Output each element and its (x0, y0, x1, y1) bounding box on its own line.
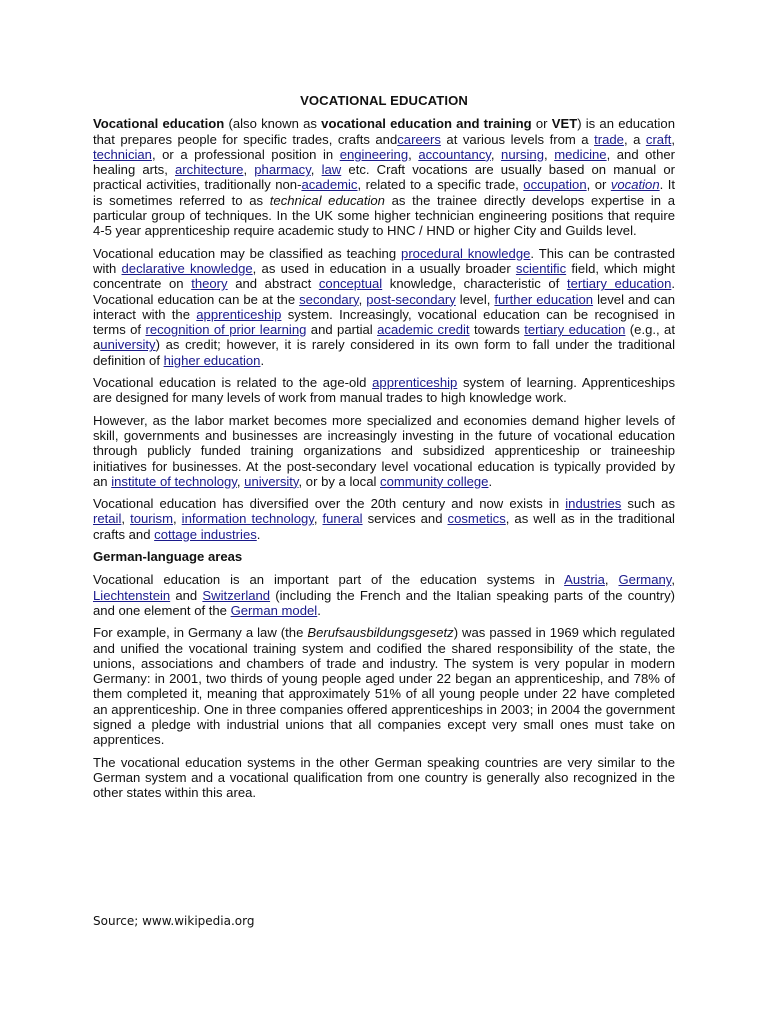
text-run: . (256, 526, 261, 542)
text-run: . It is sometimes referred to as (93, 177, 676, 208)
text-run: Vocational education may be classified as teaching (93, 245, 402, 261)
italic-text: technical education (269, 192, 385, 208)
text-run: , (671, 572, 675, 588)
link-craft[interactable]: craft (645, 131, 672, 147)
link-cottage-industries[interactable]: cottage industries (154, 526, 257, 542)
text-run: . Vocational education can be at the (93, 276, 675, 307)
text-run: , (236, 473, 245, 489)
link-architecture[interactable]: architecture (175, 162, 244, 178)
document-page (93, 93, 675, 807)
text-run: . (317, 602, 321, 618)
text-run: field, which might concentrate on (93, 260, 675, 292)
link-tertiary-education[interactable]: tertiary education (566, 276, 672, 292)
paragraph-intro (93, 116, 675, 238)
text-run: , or (586, 177, 611, 193)
text-run: towards (469, 322, 525, 338)
link-careers[interactable]: careers (397, 131, 441, 147)
link-academic-credit[interactable]: academic credit (377, 322, 470, 338)
text-run: , (310, 162, 322, 178)
text-run: , and other healing arts, (93, 146, 675, 178)
link-tourism[interactable]: tourism (130, 511, 173, 527)
text-run: or (531, 116, 552, 132)
link-retail[interactable]: retail (93, 511, 122, 527)
text-run: , or by a local (298, 473, 381, 489)
text-run: , (490, 146, 502, 162)
italic-text: Berufsausbildungsgesetz (307, 625, 454, 641)
link-university[interactable]: university (244, 473, 299, 489)
link-apprenticeship[interactable]: apprenticeship (196, 306, 282, 322)
text-run: , as well as in the traditional crafts and (93, 511, 675, 542)
paragraph-german-areas (93, 572, 675, 618)
text-run: (e.g., at a (93, 322, 675, 353)
link-law[interactable]: law (321, 162, 342, 178)
paragraph-diversification (93, 496, 675, 542)
paragraph-germany-law (93, 625, 675, 747)
text-run: knowledge, characteristic of (382, 276, 567, 292)
link-post-secondary[interactable]: post-secondary (366, 291, 456, 307)
text-run: system of learning. Apprenticeships are designed for many levels of work from manual trades to high knowledge work. (93, 375, 675, 406)
text-run: Vocational education is an important part of the education systems in (93, 572, 565, 588)
link-funeral[interactable]: funeral (322, 511, 363, 527)
link-conceptual[interactable]: conceptual (318, 276, 383, 292)
text-run: such as (621, 496, 676, 512)
link-cosmetics[interactable]: cosmetics (447, 511, 506, 527)
text-run: For example, in Germany a law (the (93, 625, 308, 641)
link-trade[interactable]: trade (594, 131, 624, 147)
link-information-technology[interactable]: information technology (181, 511, 314, 527)
text-run: , (313, 511, 323, 527)
paragraph-classification (93, 246, 675, 368)
text-run: . (260, 352, 265, 368)
document-title: VOCATIONAL EDUCATION (300, 93, 468, 108)
link-austria[interactable]: Austria (564, 572, 605, 588)
text-run: , related to a specific trade, (357, 177, 524, 193)
text-run: and partial (306, 322, 378, 338)
paragraph-apprenticeship (93, 375, 675, 406)
link-theory[interactable]: theory (191, 276, 228, 292)
text-run: system. Increasingly, vocational education can be recognised in terms of (93, 306, 675, 338)
link-further-education[interactable]: further education (494, 291, 594, 307)
text-run: . (488, 473, 493, 489)
bold-term: vocational education and training (321, 116, 532, 132)
paragraph-labor-market (93, 413, 675, 489)
link-recognition-of-prior-learning[interactable]: recognition of prior learning (145, 322, 307, 338)
text-run: as the trainee directly develops expertise in a particular group of techniques. In the UK some higher technician engineering positions that require 4-5 year apprenticeship require academic study to HNC / HND or higher City and Guilds level. (93, 192, 675, 239)
text-run: level, (455, 291, 495, 307)
link-procedural-knowledge[interactable]: procedural knowledge (401, 245, 531, 261)
link-liechtenstein[interactable]: Liechtenstein (93, 587, 171, 603)
link-technician[interactable]: technician (93, 146, 152, 162)
link-occupation[interactable]: occupation (523, 177, 587, 193)
link-vocation[interactable]: vocation (610, 177, 660, 193)
link-institute-of-technology[interactable]: institute of technology (111, 473, 237, 489)
text-run: services and (362, 511, 448, 527)
link-tertiary-education[interactable]: tertiary education (524, 322, 626, 338)
text-run: , (544, 146, 555, 162)
text-run: at various levels from a (440, 131, 595, 147)
text-run: Vocational education is related to the age-old (93, 375, 373, 391)
text-run: , (121, 511, 131, 527)
bold-term: Vocational education (93, 116, 225, 132)
text-run: , (408, 146, 419, 162)
link-academic[interactable]: academic (301, 177, 358, 193)
link-university[interactable]: university (100, 337, 156, 353)
text-run: (including the French and the Italian speaking parts of the country) and one element of the (93, 587, 676, 618)
link-scientific[interactable]: scientific (515, 260, 567, 276)
text-run: , a (623, 131, 646, 147)
text-run: , or a professional position in (151, 146, 340, 162)
text-run: and (170, 587, 203, 603)
text-run: , (358, 291, 367, 307)
text-run: ) is an education that prepares people for specific trades, crafts and (93, 116, 675, 147)
paragraph-other-countries (93, 755, 675, 801)
text-run: level and can interact with the (93, 291, 675, 322)
link-engineering[interactable]: engineering (339, 146, 409, 162)
source-credit: Source; www.wikipedia.org (93, 914, 255, 928)
link-secondary[interactable]: secondary (299, 291, 359, 307)
text-run: , (243, 162, 255, 178)
link-medicine[interactable]: medicine (554, 146, 607, 162)
text-run: However, as the labor market becomes more specialized and economies demand higher levels of skill, governments and businesses are increasingly investing in the future of vocational education through publicly funded training organizations and subsidized apprenticeship or traineeship initiatives for businesses. At the post-secondary level vocational education is typically provided by an (93, 412, 675, 489)
link-german-model[interactable]: German model (230, 602, 318, 618)
text-run: ) was passed in 1969 which regulated and unified the vocational training system and codified the shared responsibility of the state, the unions, associations and chambers of trade and industry. The system is very popular in modern Germany: in 2001, two thirds of young people aged under 22 began an apprenticeship, and 78% of them completed it, meaning that approximately 51% of all young people under 22 have completed an apprenticeship. One in three companies offered apprenticeships in 2003; in 2004 the government signed a pledge with industrial unions that all companies except very small ones must take on apprentices. (93, 625, 676, 748)
text-run: . This can be contrasted with (93, 245, 675, 276)
link-industries[interactable]: industries (565, 496, 622, 512)
link-nursing[interactable]: nursing (501, 146, 544, 162)
link-higher-education[interactable]: higher education (163, 352, 261, 368)
text-run: (also known as (224, 116, 322, 132)
text-run: , (604, 572, 619, 588)
text-run: ) as credit; however, it is rarely considered in its own form to fall under the traditional definition of (93, 337, 675, 368)
link-pharmacy[interactable]: pharmacy (254, 162, 311, 178)
text-run: Vocational education has diversified over the 20th century and now exists in (93, 496, 566, 512)
text-run: , (173, 511, 182, 527)
bold-term: VET (551, 116, 578, 132)
link-germany[interactable]: Germany (618, 572, 672, 588)
link-switzerland[interactable]: Switzerland (202, 587, 271, 603)
text-run: The vocational education systems in the other German speaking countries are very similar to the German system and a vocational qualification from one country is generally also recognized in the other states within this area. (93, 754, 675, 801)
text-run: etc. Craft vocations are usually based on manual or practical activities, traditionally non- (93, 162, 676, 193)
link-declarative-knowledge[interactable]: declarative knowledge (121, 260, 253, 276)
link-accountancy[interactable]: accountancy (418, 146, 491, 162)
text-run: , as used in education in a usually broader (252, 260, 516, 276)
text-run: and abstract (227, 276, 319, 292)
link-apprenticeship[interactable]: apprenticeship (372, 375, 458, 391)
section-heading: German-language areas (93, 549, 243, 565)
link-community-college[interactable]: community college (380, 473, 489, 489)
text-run: , (671, 131, 675, 147)
